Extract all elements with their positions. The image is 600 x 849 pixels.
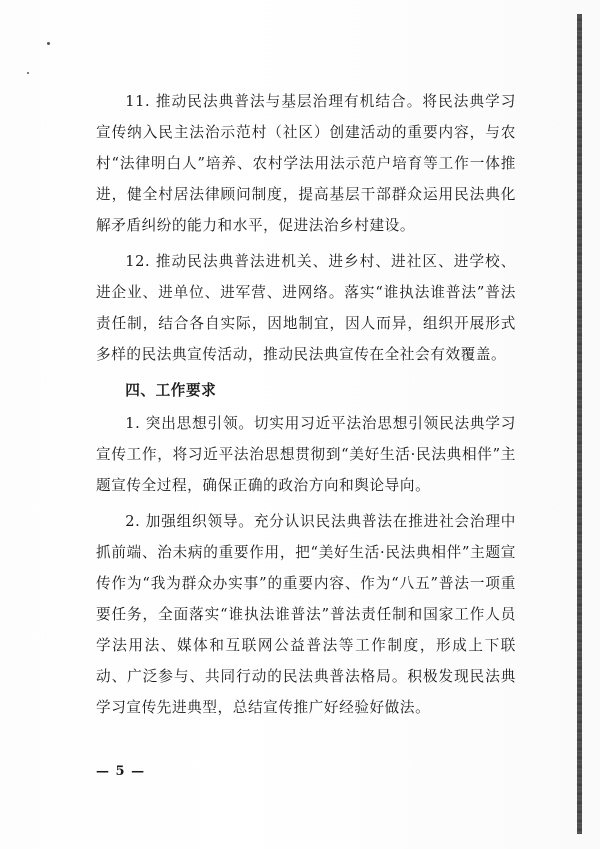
scan-speck [47, 42, 50, 45]
section-heading-work-requirements: 四、工作要求 [125, 382, 217, 399]
paragraph-item-12: 12. 推动民法典普法进机关、进乡村、进社区、进学校、进企业、进单位、进军营、进网络。落实“谁执法谁普法”普法责任制，结合各自实际，因地制宜，因人而异，组织开展形式多样的民法典宣传活动，推动民法典宣传在全社会有效覆盖。 [96, 253, 516, 363]
paragraph-requirement-1: 1. 突出思想引领。切实用习近平法治思想引领民法典学习宣传工作，将习近平法治思想贯彻到“美好生活·民法典相伴”主题宣传全过程，确保正确的政治方向和舆论导向。 [96, 415, 516, 494]
body-text [96, 86, 516, 728]
paragraph-item-11: 11. 推动民法典普法与基层治理有机结合。将民法典学习宣传纳入民主法治示范村（社区）创建活动的重要内容，与农村“法律明白人”培养、农村学法用法示范户培育等工作一体推进，健全村居法律顾问制度，提高基层干部群众运用民法典化解矛盾纠纷的能力和水平，促进法治乡村建设。 [96, 93, 516, 234]
page-number: — 5 — [96, 764, 146, 779]
paragraph-requirement-2: 2. 加强组织领导。充分认识民法典普法在推进社会治理中抓前端、治未病的重要作用，把“美好生活·民法典相伴”主题宣传作为“我为群众办实事”的重要内容、作为“八五”普法一项重要任务，全面落实“谁执法谁普法”普法责任制和国家工作人员学法用法、媒体和互联网公益普法等工作制度，形成上下联动、广泛参与、共同行动的民法典普法格局。积极发现民法典学习宣传先进典型，总结宣传推广好经验好做法。 [96, 513, 516, 716]
scan-speck [27, 72, 29, 74]
scan-edge-shadow [577, 14, 582, 834]
